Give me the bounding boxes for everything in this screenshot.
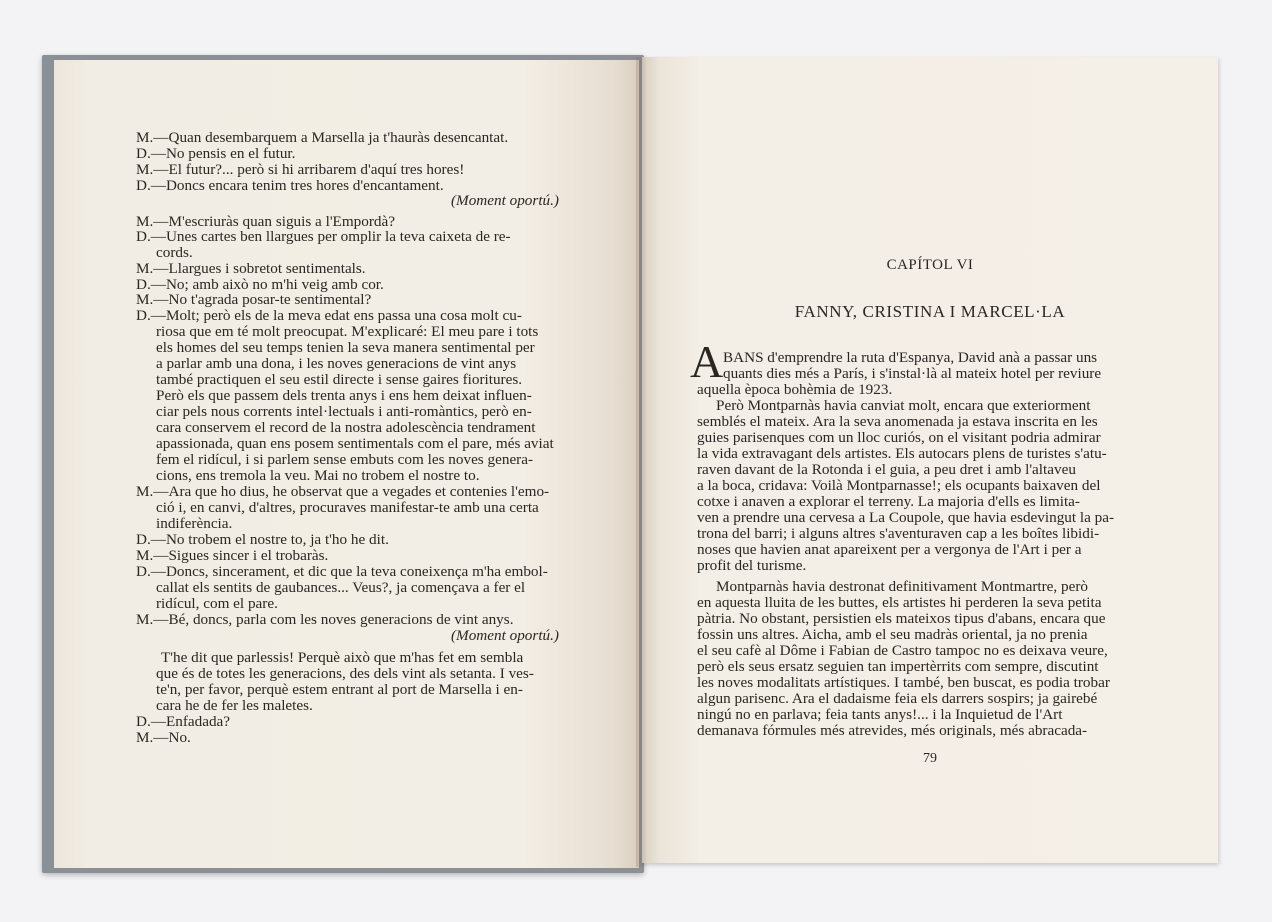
text-line: ció i, en canvi, d'altres, procuraves manifestar-te amb una certa (156, 499, 539, 516)
text-line: M.—Ara que ho dius, he observat que a vegades et contenies l'emo- (136, 483, 550, 500)
text-line: T'he dit que parlessis! Perquè això que m'has fet em sembla (161, 649, 524, 666)
stage-direction: (Moment oportú.) (451, 192, 559, 209)
text-line: D.—Doncs encara tenim tres hores d'encantament. (136, 177, 444, 194)
text-line: cara he de fer les maletes. (156, 697, 313, 714)
book-gutter (636, 57, 646, 867)
text-line: M.—Bé, doncs, parla com les noves generacions de vint anys. (136, 611, 514, 628)
text-line: D.—Enfadada? (136, 713, 231, 730)
text-line: D.—No; amb això no m'hi veig amb cor. (136, 276, 384, 293)
text-line: aquella època bohèmia de 1923. (697, 381, 893, 398)
chapter-title: FANNY, CRISTINA I MARCEL·LA (794, 302, 1066, 321)
text-line: apassionada, quan ens posem sentimentals com el pare, més aviat (156, 435, 554, 452)
text-line: noses que havien anat apareixent per a vergonya de l'Art i per a (697, 541, 1082, 558)
text-line: riosa que em té molt preocupat. M'explicaré: El meu pare i tots (156, 323, 539, 340)
text-line: Montparnàs havia destronat definitivament Montmartre, però (716, 578, 1088, 595)
text-line: Però els que passem dels trenta anys i ens hem deixat influen- (156, 387, 532, 404)
text-line: cions, ens tremola la veu. Mai no trobem el nostre to. (156, 467, 480, 484)
text-line: indiferència. (156, 515, 233, 532)
drop-cap: A (690, 336, 724, 387)
text-line: D.—Molt; però els de la meva edat ens passa una cosa molt cu- (136, 307, 522, 324)
stage-direction: (Moment oportú.) (451, 627, 559, 644)
text-line: ciar pels nous corrents intel·lectuals i anti-romàntics, però en- (156, 403, 532, 420)
page-number: 79 (923, 751, 937, 766)
text-line: el seu cafè al Dôme i Fabian de Castro tampoc no es deixava veure, (697, 642, 1108, 659)
text-line: ven a prendre una cervesa a La Coupole, que havia esdevingut la pa- (697, 509, 1115, 526)
text-line: te'n, per favor, perquè estem entrant al port de Marsella i en- (156, 681, 523, 698)
text-line: demanava fórmules més atrevides, més originals, més abracada- (697, 722, 1088, 739)
text-line: a la boca, cridava: Voilà Montparnasse!; els ocupants baixaven del (697, 477, 1101, 494)
text-line: M.—Llargues i sobretot sentimentals. (136, 260, 366, 277)
text-line: Però Montparnàs havia canviat molt, encara que exteriorment (716, 397, 1091, 414)
text-line: però els seus ersatz seguien tan impertèrrits com sempre, discutint (697, 658, 1099, 675)
text-line: algun parisenc. Ara el dadaisme feia els darrers sospirs; ja gairebé (697, 690, 1098, 707)
text-line: la vida extravagant dels artistes. Els autocars plens de turistes s'atu- (697, 445, 1107, 462)
text-line: raven davant de la Rotonda i el guia, a peu dret i amb l'altaveu (697, 461, 1076, 478)
text-line: a parlar amb una dona, i les noves generacions de vint anys (156, 355, 517, 372)
text-line: que és de totes les generacions, des dels vint als setanta. I ves- (156, 665, 534, 682)
text-line: callat els sentits de gaubances... Veus?, ja començava a fer el (156, 579, 526, 596)
text-line: semblés el mateix. Ara la seva anomenada ja estava inscrita en les (697, 413, 1098, 430)
text-line: D.—No pensis en el futur. (136, 145, 296, 162)
text-line: fossin uns altres. Aicha, amb el seu madràs oriental, ja no prenia (697, 626, 1088, 643)
text-line: D.—Doncs, sincerament, et dic que la teva coneixença m'ha embol- (136, 563, 548, 580)
text-line: trona del barri; i alguns altres s'aventuraven cap a les boîtes libidi- (697, 525, 1100, 542)
text-line: ridícul, com el pare. (156, 595, 278, 612)
text-line: guies parisenques com un lloc curiós, on el visitant podria admirar (697, 429, 1101, 446)
text-line: cords. (156, 244, 193, 261)
text-line: M.—Quan desembarquem a Marsella ja t'hauràs desencantat. (136, 129, 509, 146)
text-line: M.—El futur?... però si hi arribarem d'aquí tres hores! (136, 161, 465, 178)
text-line: M.—No t'agrada posar-te sentimental? (136, 291, 372, 308)
text-line: profit del turisme. (697, 557, 807, 574)
text-line: BANS d'emprendre la ruta d'Espanya, David anà a passar uns (723, 349, 1098, 366)
text-line: quants dies més a París, i s'instal·là al mateix hotel per reviure (723, 365, 1102, 382)
text-line: ningú no en parlava; feia tants anys!... i la Inquietud de l'Art (697, 706, 1063, 723)
text-line: D.—Unes cartes ben llargues per omplir la teva caixeta de re- (136, 228, 511, 245)
text-line: M.—M'escriuràs quan siguis a l'Empordà? (136, 213, 395, 230)
text-line: també practiquen el seu estil directe i sense gaires fioritures. (156, 371, 523, 388)
text-line: D.—No trobem el nostre to, ja t'ho he dit. (136, 531, 389, 548)
text-line: els homes del seu temps tenien la seva manera sentimental per (156, 339, 535, 356)
text-line: cotxe i anaven a explorar el terreny. La majoria d'ells es limita- (697, 493, 1080, 510)
text-line: en aquesta lluita de les buttes, els artistes hi perderen la seva petita (697, 594, 1102, 611)
chapter-label: CAPÍTOL VI (886, 257, 974, 273)
text-line: cara conservem el record de la nostra adolescència tendrament (156, 419, 536, 436)
text-line: M.—No. (136, 729, 191, 746)
text-line: pàtria. No obstant, persistien els mateixos tipus d'abans, encara que (697, 610, 1106, 627)
text-line: M.—Sigues sincer i el trobaràs. (136, 547, 329, 564)
text-line: fem el ridícul, i si parlem sense embuts com les noves genera- (156, 451, 534, 468)
text-line: les noves modalitats artístiques. I també, ben buscat, es podia trobar (697, 674, 1110, 691)
